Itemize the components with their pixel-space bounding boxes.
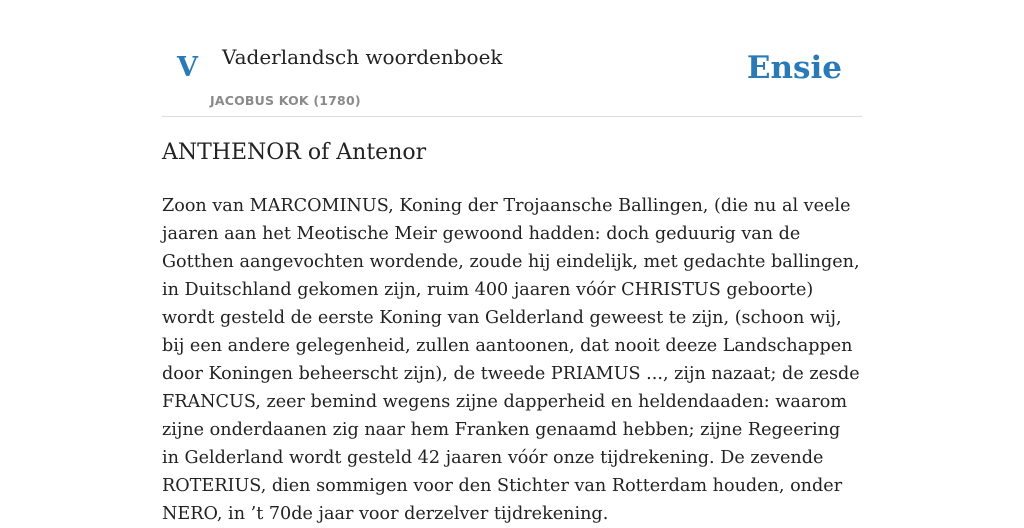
page-header [162,0,862,117]
entry-title: ANTHENOR of Antenor [162,140,427,165]
ensie-logo-link[interactable]: Ensie [746,50,842,86]
book-author: JACOBUS KOK (1780) [210,93,361,108]
entry-text: Zoon van MARCOMINUS, Koning der Trojaansche Ballingen, (die nu al veele jaaren aan het Meotische Meir gewoond hadden: doch geduurig van de Gotthen aangevochten wordende, zoude hij eindelijk, met gedachte ballingen, in Duitschland gekomen zijn, ruim 400 jaaren vóór CHRISTUS geboorte) wordt gesteld de eerste Koning van Gelderland geweest te zijn, (schoon wij, bij een andere gelegenheid, zullen aantoonen, dat nooit deeze Landschappen door Koningen beheerscht zijn), de tweede PRIAMUS ..., zijn nazaat; de zesde FRANCUS, zeer bemind wegens zijne dapperheid en heldendaaden: waarom zijne onderdaanen zig naar hem Franken genaamd hebben; zijne Regeering in Gelderland wordt gesteld 42 jaaren vóór onze tijdrekening. De zevende ROTERIUS, dien sommigen voor den Stichter van Rotterdam houden, onder NERO, in ’t 70de jaar voor derzelver tijdrekening. [162,196,860,524]
book-title-link[interactable]: Vaderlandsch woordenboek [222,45,503,69]
book-letter-icon[interactable]: V [177,52,198,83]
